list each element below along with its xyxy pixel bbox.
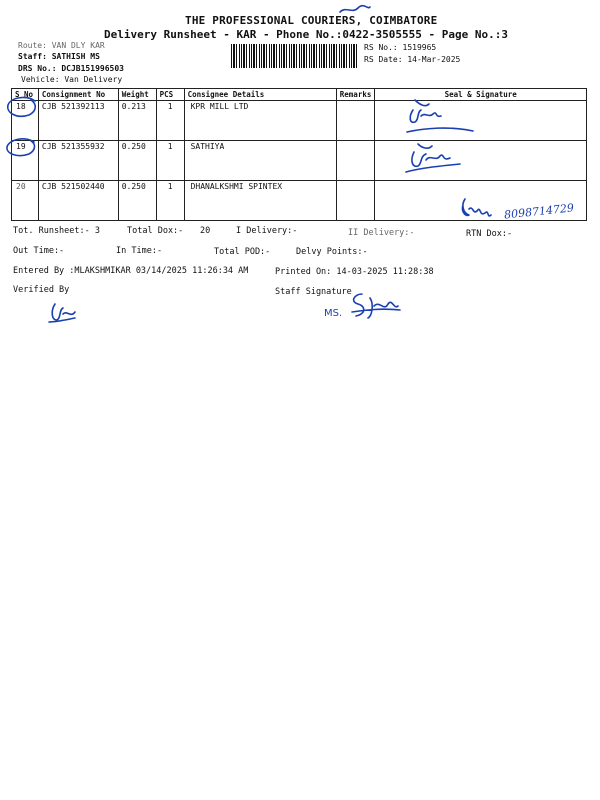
cell-consignment: CJB 521355932: [38, 141, 118, 181]
delvy-points: Delvy Points:-: [296, 247, 368, 257]
cell-weight: 0.213: [118, 101, 156, 141]
signature-row2-icon: [400, 142, 470, 176]
rs-date: RS Date: 14-Mar-2025: [364, 55, 461, 64]
col-header-sno: S No: [12, 89, 39, 101]
col-header-remarks: Remarks: [336, 89, 375, 101]
i-delivery: I Delivery:-: [236, 226, 298, 236]
handwritten-circle-19-icon: [4, 137, 38, 159]
runsheet-subtitle: Delivery Runsheet - KAR - Phone No.:0422-3505555 - Page No.:3: [104, 28, 508, 41]
cell-sno: 19: [12, 141, 39, 181]
table-header-row: [12, 89, 587, 101]
col-header-weight: Weight: [118, 89, 156, 101]
vehicle-label: Vehicle: Van Delivery: [21, 75, 123, 84]
handwritten-phone: 8098714729: [503, 201, 575, 222]
total-dox-label: Total Dox:-: [127, 226, 184, 236]
printed-on: Printed On: 14-03-2025 11:28:38: [275, 267, 434, 277]
cell-pcs: 1: [156, 181, 184, 221]
staff-signature-icon: [344, 288, 404, 326]
staff-label: Staff: SATHISH MS: [18, 52, 100, 61]
barcode-image: [231, 44, 359, 68]
table-row: [12, 101, 587, 141]
in-time: In Time:-: [116, 246, 163, 256]
cell-sno: 20: [12, 181, 39, 221]
cell-remarks: [336, 141, 375, 181]
rtn-dox: RTN Dox:-: [466, 229, 513, 239]
entered-by: Entered By :MLAKSHMIKAR 03/14/2025 11:26:34 AM: [13, 266, 249, 276]
tot-runsheet: Tot. Runsheet:- 3: [13, 226, 100, 236]
out-time: Out Time:-: [13, 246, 65, 256]
col-header-consignee: Consignee Details: [184, 89, 336, 101]
col-header-signature: Seal & Signature: [375, 89, 587, 101]
cell-consignment: CJB 521392113: [38, 101, 118, 141]
cell-consignee: SATHIYA: [184, 141, 336, 181]
verified-signature-icon: [45, 300, 85, 326]
staff-signature-label: Staff Signature: [275, 287, 352, 297]
route-label: Route: VAN DLY KAR: [18, 41, 105, 50]
cell-consignee: DHANALKSHMI SPINTEX: [184, 181, 336, 221]
rs-number: RS No.: 1519965: [364, 43, 437, 52]
total-pod: Total POD:-: [214, 247, 271, 257]
staff-sig-prefix: MS.: [324, 308, 343, 319]
company-title: THE PROFESSIONAL COURIERS, COIMBATORE: [185, 14, 438, 27]
cell-weight: 0.250: [118, 141, 156, 181]
cell-weight: 0.250: [118, 181, 156, 221]
ii-delivery: II Delivery:-: [348, 228, 415, 238]
cell-consignment: CJB 521502440: [38, 181, 118, 221]
total-dox-value: 20: [200, 226, 211, 236]
col-header-pcs: PCS: [156, 89, 184, 101]
verified-by-label: Verified By: [13, 285, 70, 295]
cell-pcs: 1: [156, 141, 184, 181]
cell-pcs: 1: [156, 101, 184, 141]
signature-row1-icon: [395, 98, 485, 138]
cell-remarks: [336, 181, 375, 221]
drs-number: DRS No.: DCJB151996503: [18, 64, 124, 73]
cell-consignee: KPR MILL LTD: [184, 101, 336, 141]
col-header-consignment: Consignment No: [38, 89, 118, 101]
cell-remarks: [336, 101, 375, 141]
logo-scribble-icon: [338, 4, 372, 16]
cell-sno: 18: [12, 101, 39, 141]
handwritten-circle-18-icon: [5, 95, 39, 121]
table-row: [12, 141, 587, 181]
